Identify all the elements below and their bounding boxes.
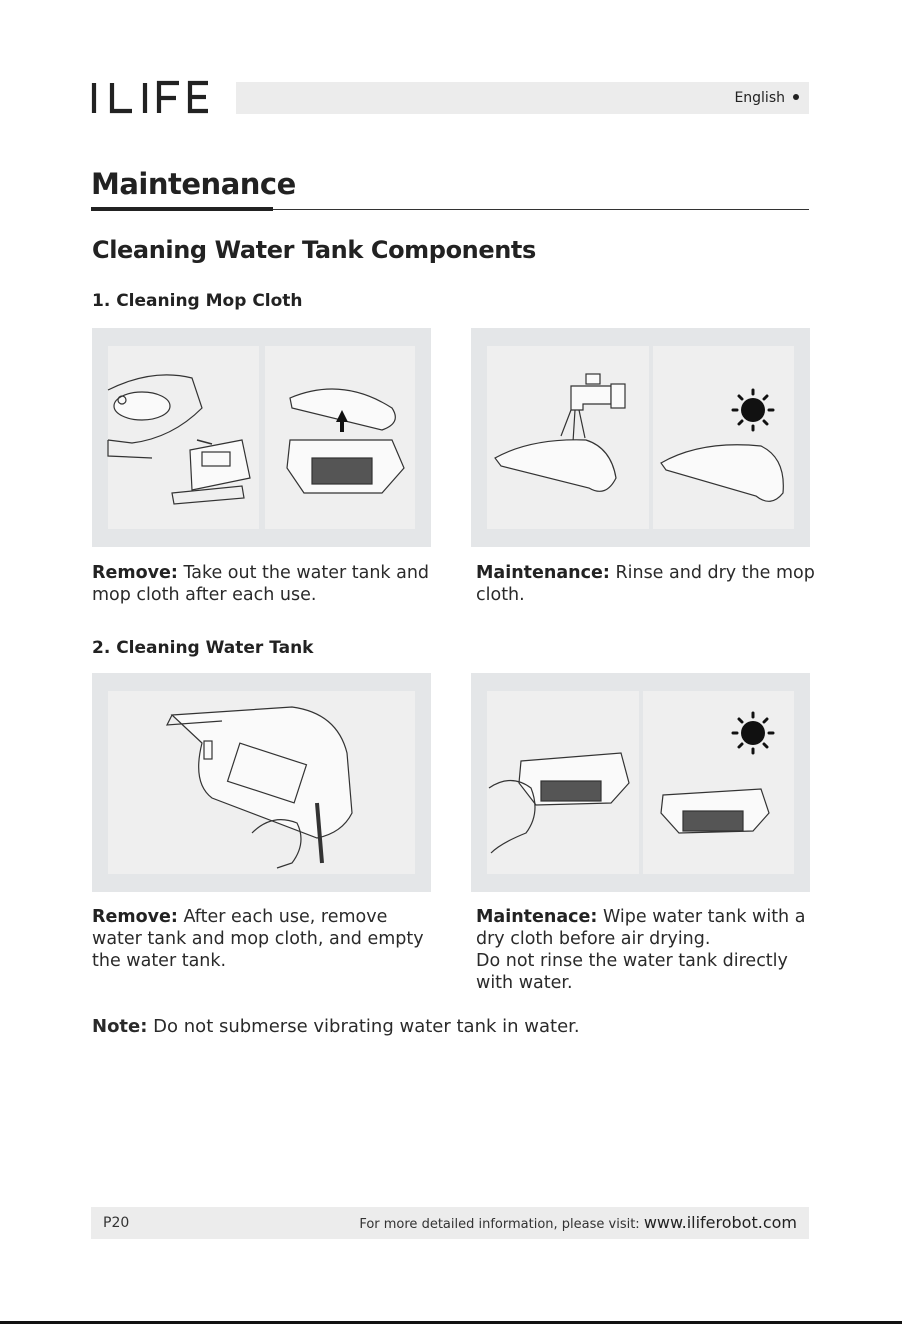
step-2-title: 2. Cleaning Water Tank — [92, 638, 314, 658]
step-2-maintenance-description — [476, 906, 816, 994]
remove-text: After each use, remove water tank and mop cloth, and empty the water tank. — [92, 907, 424, 971]
remove-label: Remove: — [92, 907, 178, 927]
maintenance-label: Maintenace: — [476, 907, 598, 927]
footer-bar — [91, 1207, 809, 1239]
robot-underside-icon — [92, 673, 431, 892]
ilife-logo-mark — [90, 80, 212, 116]
step-2-remove-description — [92, 906, 437, 972]
footer-info-text: For more detailed information, please visit: — [359, 1217, 644, 1232]
illustration-rinse-dry — [471, 328, 810, 547]
title-underline — [91, 207, 273, 211]
language-text: English — [734, 90, 785, 106]
bullet-icon — [793, 94, 799, 100]
subsection-title: Cleaning Water Tank Components — [92, 236, 536, 264]
website-link[interactable]: www.iliferobot.com — [643, 1213, 797, 1232]
maintenance-label: Maintenance: — [476, 563, 610, 583]
ilife-logo — [90, 80, 212, 116]
note — [92, 1016, 580, 1037]
page-number: P20 — [103, 1215, 130, 1231]
section-title: Maintenance — [91, 167, 296, 201]
remove-text: Take out the water tank and mop cloth after each use. — [92, 563, 430, 605]
tank-wipe-sun-icon — [471, 673, 810, 892]
maintenance-text: Wipe water tank with a dry cloth before air drying. — [476, 907, 806, 949]
faucet-sun-icon — [471, 328, 810, 547]
note-label: Note: — [92, 1016, 148, 1037]
illustration-remove-mop — [92, 328, 431, 547]
illustration-wipe-tank — [471, 673, 810, 892]
maintenance-text: Rinse and dry the mop cloth. — [476, 563, 815, 605]
note-text: Do not submerse vibrating water tank in water. — [147, 1016, 580, 1037]
step-1-remove-description — [92, 562, 437, 606]
language-label — [734, 90, 799, 106]
illustration-remove-tank — [92, 673, 431, 892]
language-bar — [236, 82, 809, 114]
step-1-title: 1. Cleaning Mop Cloth — [92, 291, 303, 311]
maintenance-warning-text: Do not rinse the water tank directly with water. — [476, 951, 788, 993]
footer-info — [359, 1213, 797, 1232]
step-1-maintenance-description — [476, 562, 816, 606]
robot-tank-removal-icon — [92, 328, 431, 547]
remove-label: Remove: — [92, 563, 178, 583]
